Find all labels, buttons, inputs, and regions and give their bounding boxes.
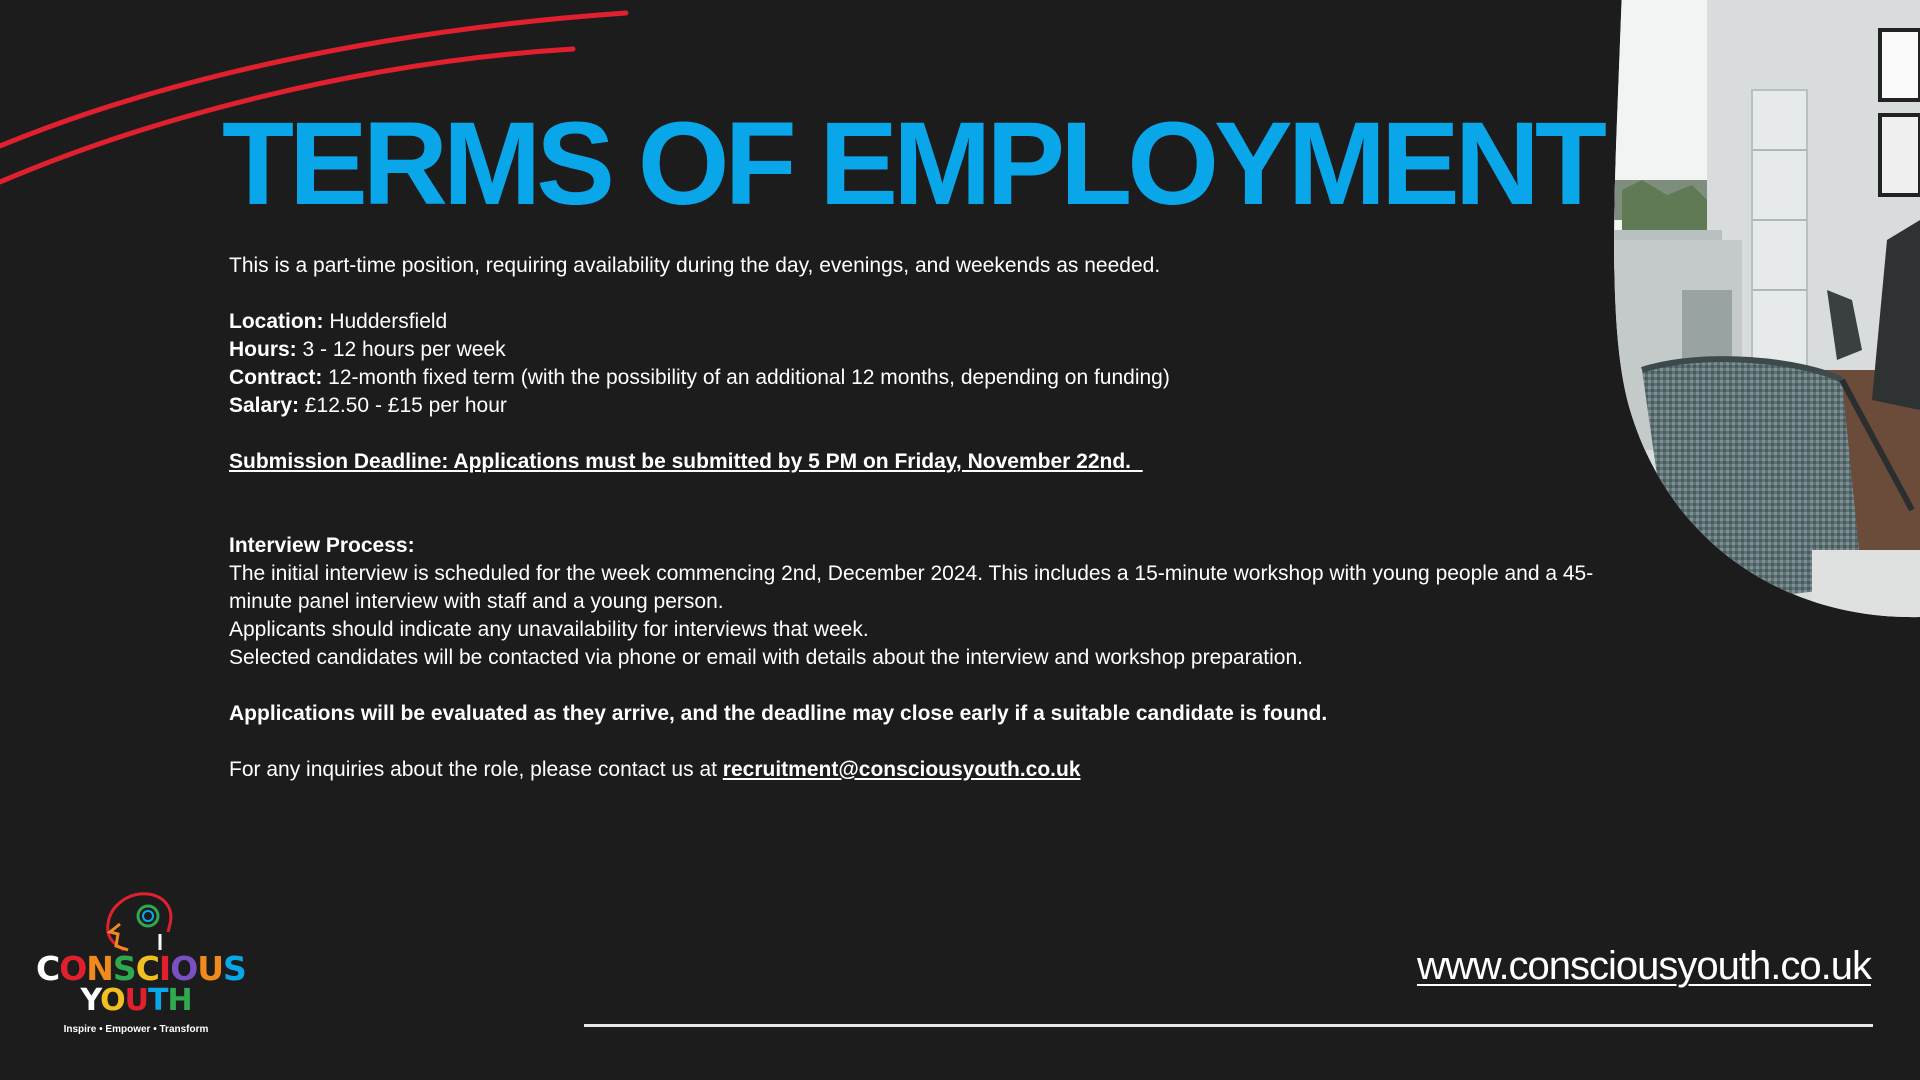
location-label: Location: bbox=[229, 310, 324, 333]
interview-heading: Interview Process: bbox=[229, 534, 415, 557]
location-value: Huddersfield bbox=[323, 310, 448, 333]
logo-word-conscious: CONSCIOUS bbox=[36, 949, 246, 988]
salary-line bbox=[229, 392, 1599, 420]
office-photo bbox=[1612, 0, 1920, 620]
conscious-youth-logo bbox=[36, 880, 246, 1040]
page-title: TERMS OF EMPLOYMENT bbox=[222, 98, 1602, 230]
interview-line-2: Applicants should indicate any unavailability for interviews that week. bbox=[229, 618, 869, 641]
hours-label: Hours: bbox=[229, 338, 297, 361]
intro-text: This is a part-time position, requiring availability during the day, evenings, and weekends as needed. bbox=[229, 254, 1161, 277]
contract-line bbox=[229, 364, 1599, 392]
evaluation-note: Applications will be evaluated as they arrive, and the deadline may close early if a suitable candidate is found. bbox=[229, 702, 1328, 725]
logo-tagline: Inspire • Empower • Transform bbox=[63, 1024, 209, 1035]
interview-line-3: Selected candidates will be contacted via phone or email with details about the interview and workshop preparation. bbox=[229, 646, 1303, 669]
website-link[interactable]: www.consciousyouth.co.uk bbox=[1416, 944, 1871, 988]
submission-deadline: Submission Deadline: Applications must be submitted by 5 PM on Friday, November 22nd. bbox=[229, 450, 1143, 473]
salary-label: Salary: bbox=[229, 394, 300, 417]
contact-prefix: For any inquiries about the role, please contact us at bbox=[229, 758, 723, 781]
logo-word-youth: YOUTH bbox=[80, 983, 192, 1018]
location-line bbox=[229, 308, 1599, 336]
contract-label: Contract: bbox=[229, 366, 323, 389]
terms-body bbox=[229, 252, 1599, 784]
contract-value: 12-month fixed term (with the possibility of an additional 12 months, depending on funding) bbox=[322, 366, 1170, 389]
contact-line bbox=[229, 756, 1599, 784]
footer-divider bbox=[584, 1024, 1873, 1027]
head-logo-icon bbox=[36, 880, 236, 960]
hours-line bbox=[229, 336, 1599, 364]
salary-value: £12.50 - £15 per hour bbox=[299, 394, 507, 417]
interview-line-1: The initial interview is scheduled for the week commencing 2nd, December 2024. This includes a 15-minute workshop with young people and a 45-minute panel interview with staff and a young person. bbox=[229, 562, 1594, 613]
contact-email-link[interactable]: recruitment@consciousyouth.co.uk bbox=[722, 758, 1081, 781]
hours-value: 3 - 12 hours per week bbox=[296, 338, 506, 361]
deadline-line bbox=[229, 448, 1599, 476]
